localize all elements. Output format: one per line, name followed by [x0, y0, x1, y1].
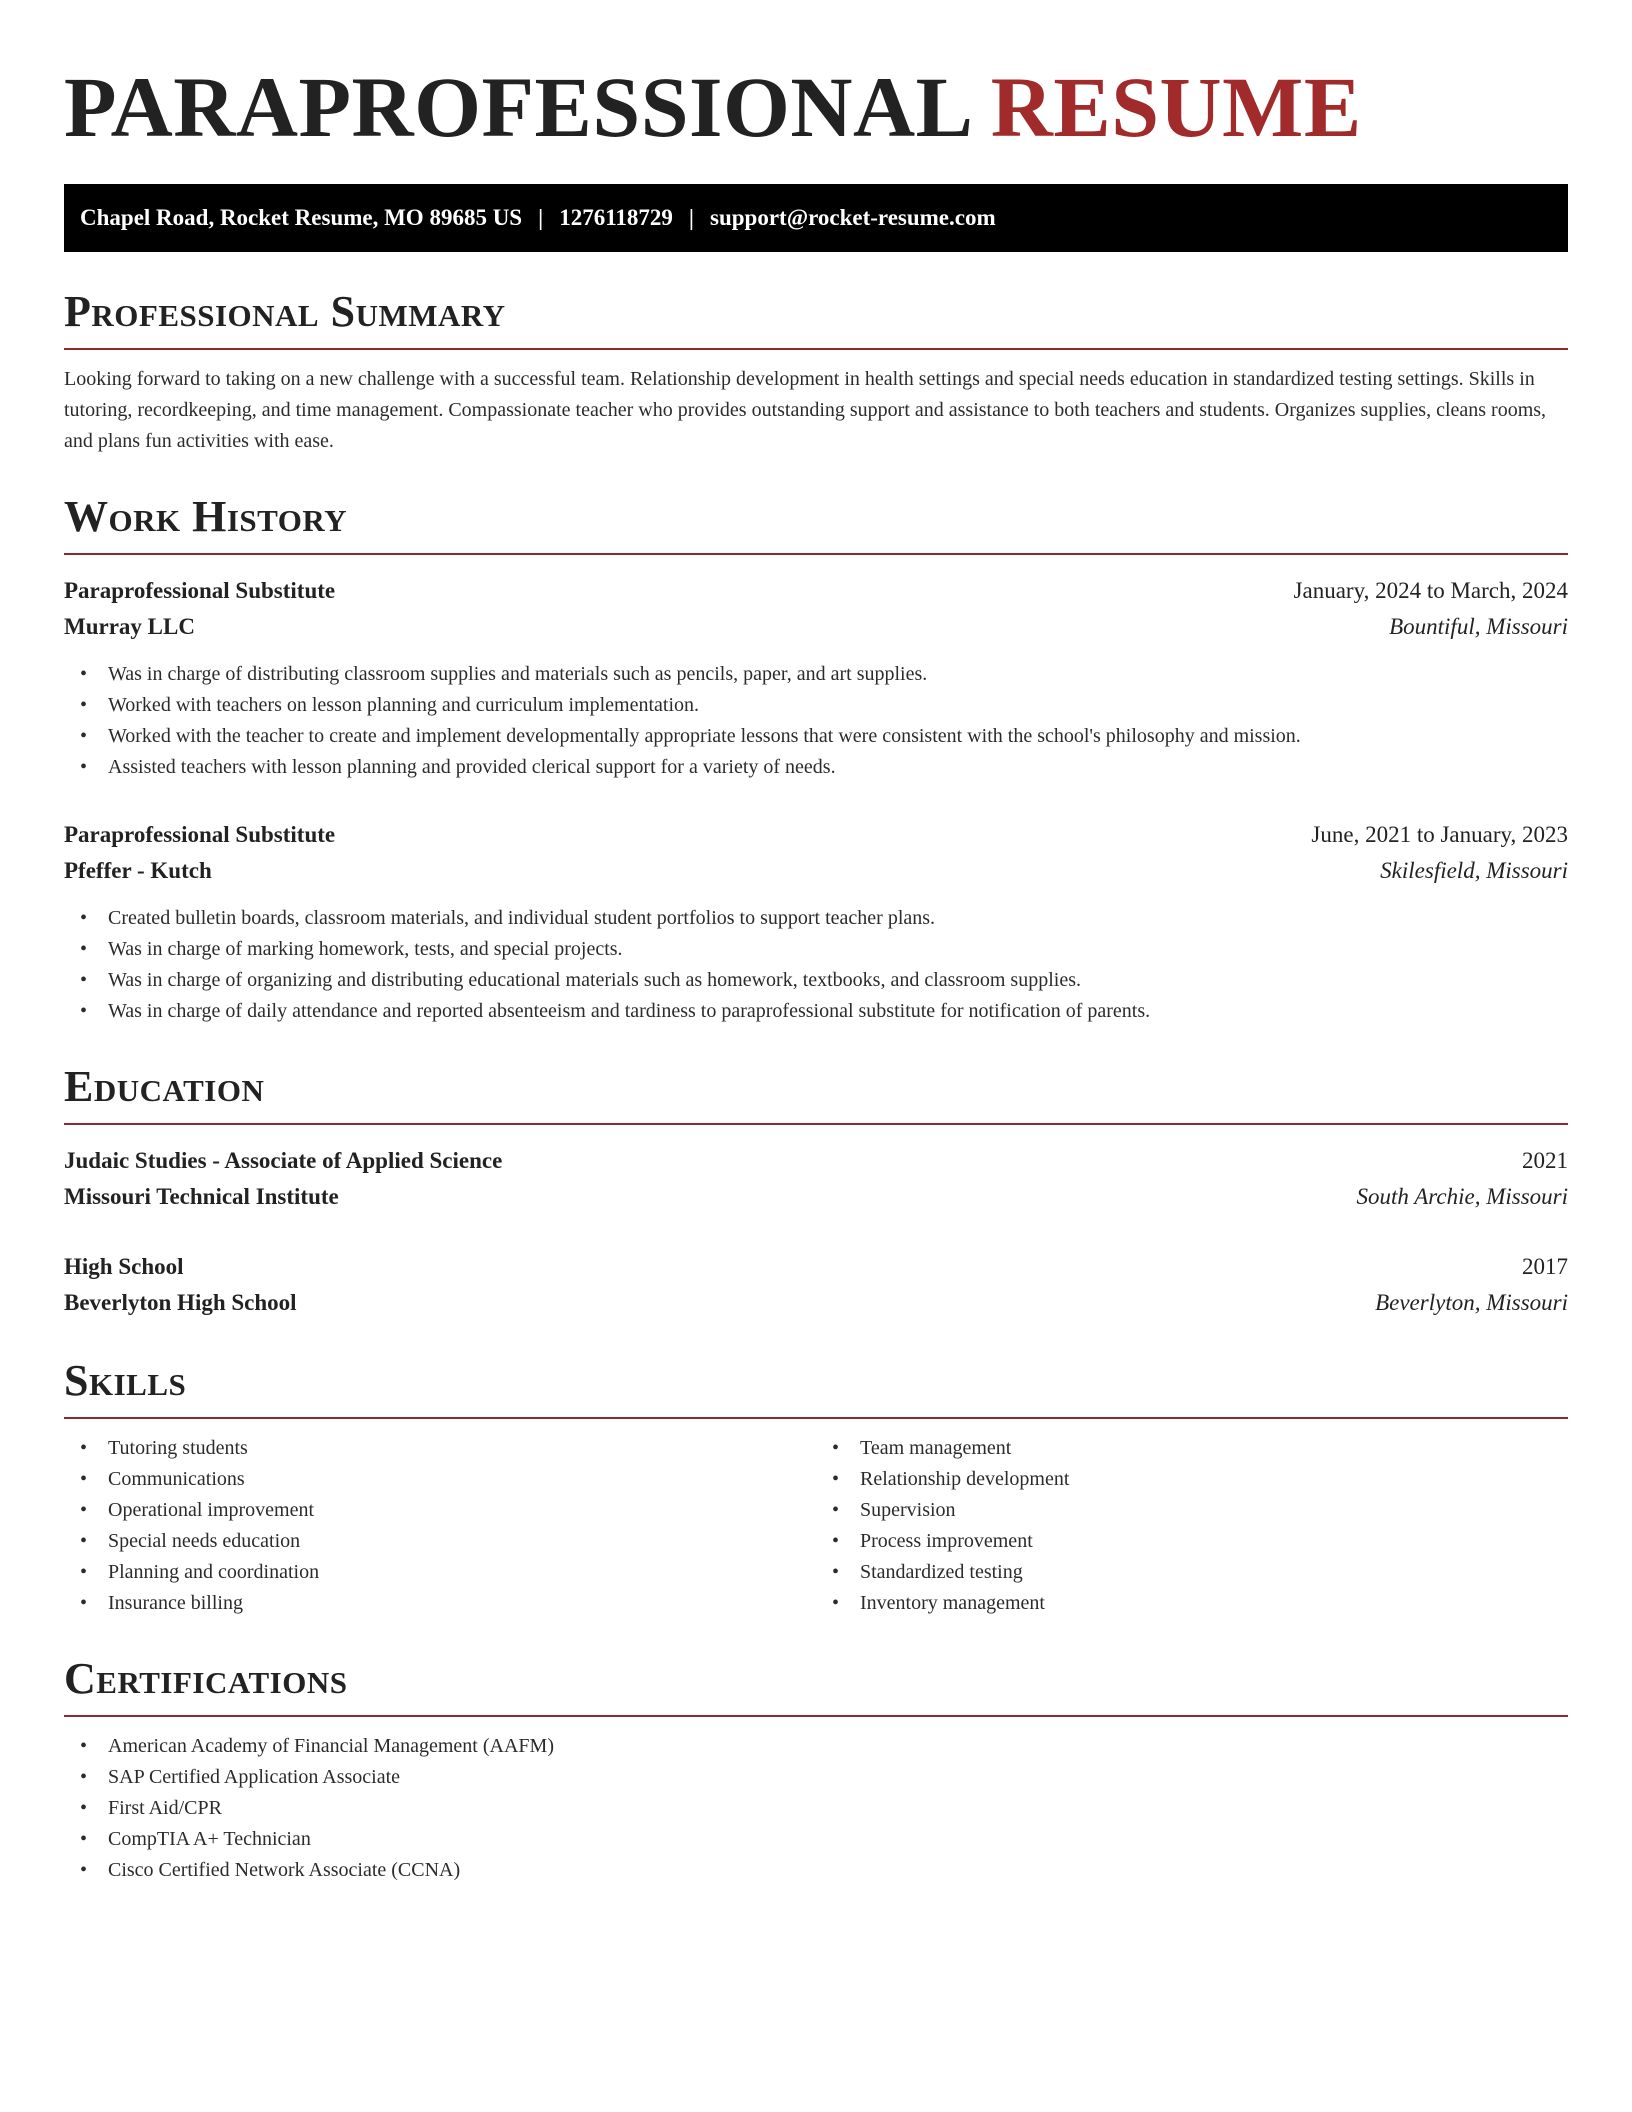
certifications-list: [64, 1731, 1568, 1886]
skills-list-right: [816, 1433, 1568, 1619]
title-main: PARAPROFESSIONAL: [64, 59, 969, 155]
contact-phone: 1276118729: [559, 205, 673, 230]
list-item: • Was in charge of distributing classroom supplies and materials such as pencils, paper, and art supplies.: [80, 659, 1568, 690]
section-heading: Work History: [64, 495, 1568, 555]
job-title: Paraprofessional Substitute: [64, 578, 336, 603]
job-entry: [64, 573, 1568, 783]
list-item: • Supervision: [832, 1495, 1568, 1526]
list-item: • Communications: [80, 1464, 816, 1495]
list-item: • Inventory management: [832, 1588, 1568, 1619]
education-year: 2017: [1522, 1254, 1568, 1279]
job-company: Pfeffer - Kutch: [64, 858, 212, 883]
list-item: • Standardized testing: [832, 1557, 1568, 1588]
education-school: Missouri Technical Institute: [64, 1184, 339, 1209]
list-item: • Operational improvement: [80, 1495, 816, 1526]
section-heading: Certifications: [64, 1657, 1568, 1717]
list-item: • Special needs education: [80, 1526, 816, 1557]
job-location: Bountiful, Missouri: [1389, 614, 1568, 639]
list-item: • American Academy of Financial Management (AAFM): [80, 1731, 1568, 1762]
education-year: 2021: [1522, 1148, 1568, 1173]
list-item: • CompTIA A+ Technician: [80, 1824, 1568, 1855]
list-item: • Created bulletin boards, classroom materials, and individual student portfolios to support teacher plans.: [80, 903, 1568, 934]
list-item: • Was in charge of organizing and distributing educational materials such as homework, textbooks, and classroom supplies.: [80, 965, 1568, 996]
work-history-section: [64, 492, 1568, 1027]
list-item: • Team management: [832, 1433, 1568, 1464]
job-title: Paraprofessional Substitute: [64, 822, 336, 847]
list-item: • Tutoring students: [80, 1433, 816, 1464]
list-item: • Assisted teachers with lesson planning and provided clerical support for a variety of needs.: [80, 752, 1568, 783]
education-entry: [64, 1249, 1568, 1321]
contact-separator: |: [688, 205, 694, 230]
summary-section: [64, 287, 1568, 457]
contact-separator: |: [538, 205, 544, 230]
job-dates: January, 2024 to March, 2024: [1293, 578, 1568, 603]
job-location: Skilesfield, Missouri: [1380, 858, 1568, 883]
section-heading: Education: [64, 1065, 1568, 1125]
skills-section: [64, 1356, 1568, 1619]
list-item: • Cisco Certified Network Associate (CCNA): [80, 1855, 1568, 1886]
job-dates: June, 2021 to January, 2023: [1311, 822, 1568, 847]
job-bullets: [64, 659, 1568, 783]
job-company: Murray LLC: [64, 614, 195, 639]
resume-title: [64, 59, 1568, 155]
job-entry: [64, 817, 1568, 1027]
skills-list-left: [64, 1433, 816, 1619]
skills-grid: [64, 1433, 1568, 1619]
list-item: • Worked with the teacher to create and implement developmentally appropriate lessons that were consistent with the school's philosophy and mission.: [80, 721, 1568, 752]
education-section: [64, 1062, 1568, 1321]
list-item: • Insurance billing: [80, 1588, 816, 1619]
education-location: South Archie, Missouri: [1356, 1184, 1568, 1209]
title-accent: RESUME: [990, 59, 1362, 155]
list-item: • Planning and coordination: [80, 1557, 816, 1588]
list-item: • First Aid/CPR: [80, 1793, 1568, 1824]
education-degree: High School: [64, 1254, 184, 1279]
education-location: Beverlyton, Missouri: [1375, 1290, 1568, 1315]
contact-email: support@rocket-resume.com: [710, 205, 996, 230]
list-item: • Process improvement: [832, 1526, 1568, 1557]
list-item: • SAP Certified Application Associate: [80, 1762, 1568, 1793]
summary-text: Looking forward to taking on a new challenge with a successful team. Relationship development in health settings and special needs education in standardized testing settings. Skills in tutoring, recordkeeping, and time management. Compassionate teacher who provides outstanding support and assistance to both teachers and students. Organizes supplies, cleans rooms, and plans fun activities with ease.: [64, 368, 1547, 452]
list-item: • Was in charge of marking homework, tests, and special projects.: [80, 934, 1568, 965]
job-bullets: [64, 903, 1568, 1027]
education-entry: [64, 1143, 1568, 1215]
section-heading: Professional Summary: [64, 290, 1568, 350]
contact-address: Chapel Road, Rocket Resume, MO 89685 US: [80, 205, 523, 230]
education-school: Beverlyton High School: [64, 1290, 297, 1315]
section-heading: Skills: [64, 1359, 1568, 1419]
certifications-section: [64, 1654, 1568, 1886]
list-item: • Was in charge of daily attendance and reported absenteeism and tardiness to paraprofessional substitute for notification of parents.: [80, 996, 1568, 1027]
contact-bar: [64, 184, 1568, 252]
list-item: • Relationship development: [832, 1464, 1568, 1495]
list-item: • Worked with teachers on lesson planning and curriculum implementation.: [80, 690, 1568, 721]
education-degree: Judaic Studies - Associate of Applied Science: [64, 1148, 503, 1173]
